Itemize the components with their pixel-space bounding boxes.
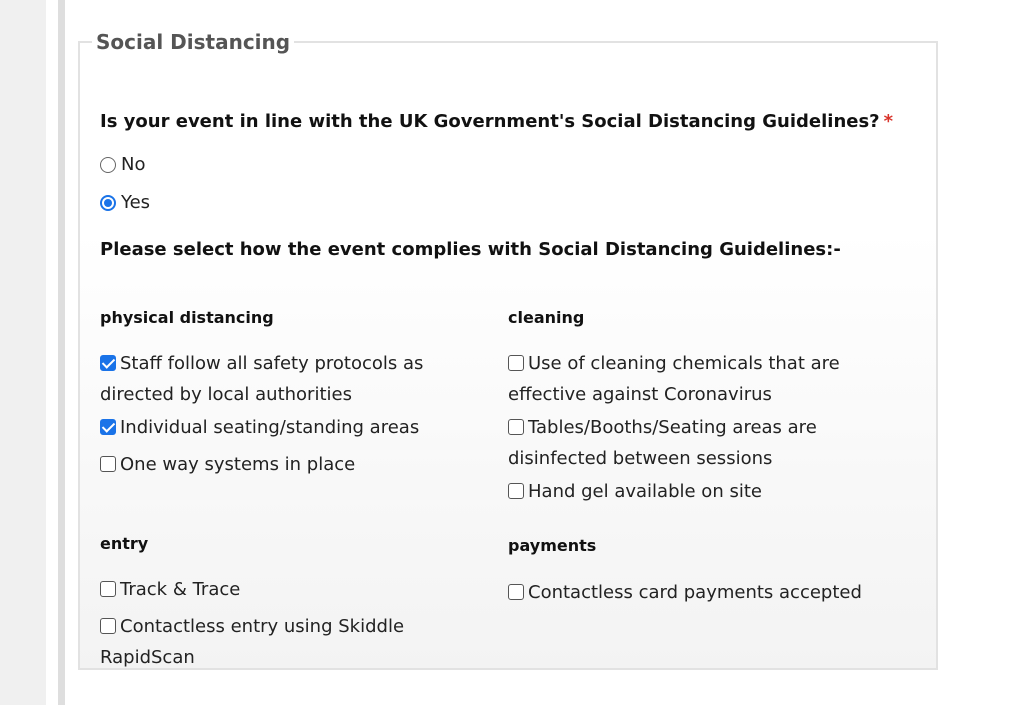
section-title: Social Distancing xyxy=(96,30,291,54)
checkbox-track-trace[interactable] xyxy=(100,581,116,597)
option-staff-protocols[interactable] xyxy=(100,348,460,410)
option-disinfected-areas[interactable] xyxy=(508,412,868,474)
group-title-cleaning: cleaning xyxy=(508,308,585,327)
option-hand-gel[interactable] xyxy=(508,476,888,507)
option-label: Individual seating/standing areas xyxy=(120,417,420,438)
option-track-trace[interactable] xyxy=(100,574,480,605)
radio-no-label: No xyxy=(121,154,146,175)
social-distancing-section xyxy=(78,30,938,670)
option-label: Use of cleaning chemicals that are effective against Coronavirus xyxy=(508,353,840,405)
checkbox-one-way-systems[interactable] xyxy=(100,456,116,472)
checkbox-hand-gel[interactable] xyxy=(508,483,524,499)
group-title-physical-distancing: physical distancing xyxy=(100,308,274,327)
option-contactless-entry[interactable] xyxy=(100,611,430,673)
option-label: Track & Trace xyxy=(120,579,241,600)
option-label: Tables/Booths/Seating areas are disinfected between sessions xyxy=(508,417,817,469)
radio-yes[interactable] xyxy=(100,195,116,211)
option-label: Staff follow all safety protocols as directed by local authorities xyxy=(100,353,424,405)
checkbox-cleaning-chemicals[interactable] xyxy=(508,355,524,371)
checkbox-contactless-payments[interactable] xyxy=(508,584,524,600)
option-label: Contactless entry using Skiddle RapidScan xyxy=(100,616,405,668)
guidelines-question xyxy=(100,111,893,132)
radio-yes-label: Yes xyxy=(121,192,151,213)
option-contactless-payments[interactable] xyxy=(508,577,888,608)
option-individual-seating[interactable] xyxy=(100,412,480,443)
radio-no[interactable] xyxy=(100,157,116,173)
group-title-payments: payments xyxy=(508,536,597,555)
option-label: One way systems in place xyxy=(120,454,356,475)
required-marker: * xyxy=(883,111,894,132)
left-divider xyxy=(58,0,65,705)
checkbox-staff-protocols[interactable] xyxy=(100,355,116,371)
option-cleaning-chemicals[interactable] xyxy=(508,348,888,410)
checkbox-individual-seating[interactable] xyxy=(100,419,116,435)
guidelines-question-label: Is your event in line with the UK Government's Social Distancing Guidelines? xyxy=(100,111,880,132)
checkbox-contactless-entry[interactable] xyxy=(100,618,116,634)
option-one-way-systems[interactable] xyxy=(100,449,480,480)
checkbox-disinfected-areas[interactable] xyxy=(508,419,524,435)
left-panel xyxy=(0,0,46,705)
radio-option-no[interactable] xyxy=(100,154,145,175)
radio-option-yes[interactable] xyxy=(100,192,150,213)
option-label: Contactless card payments accepted xyxy=(528,582,862,603)
group-title-entry: entry xyxy=(100,534,149,553)
compliance-question: Please select how the event complies with Social Distancing Guidelines:- xyxy=(100,239,841,260)
option-label: Hand gel available on site xyxy=(528,481,762,502)
